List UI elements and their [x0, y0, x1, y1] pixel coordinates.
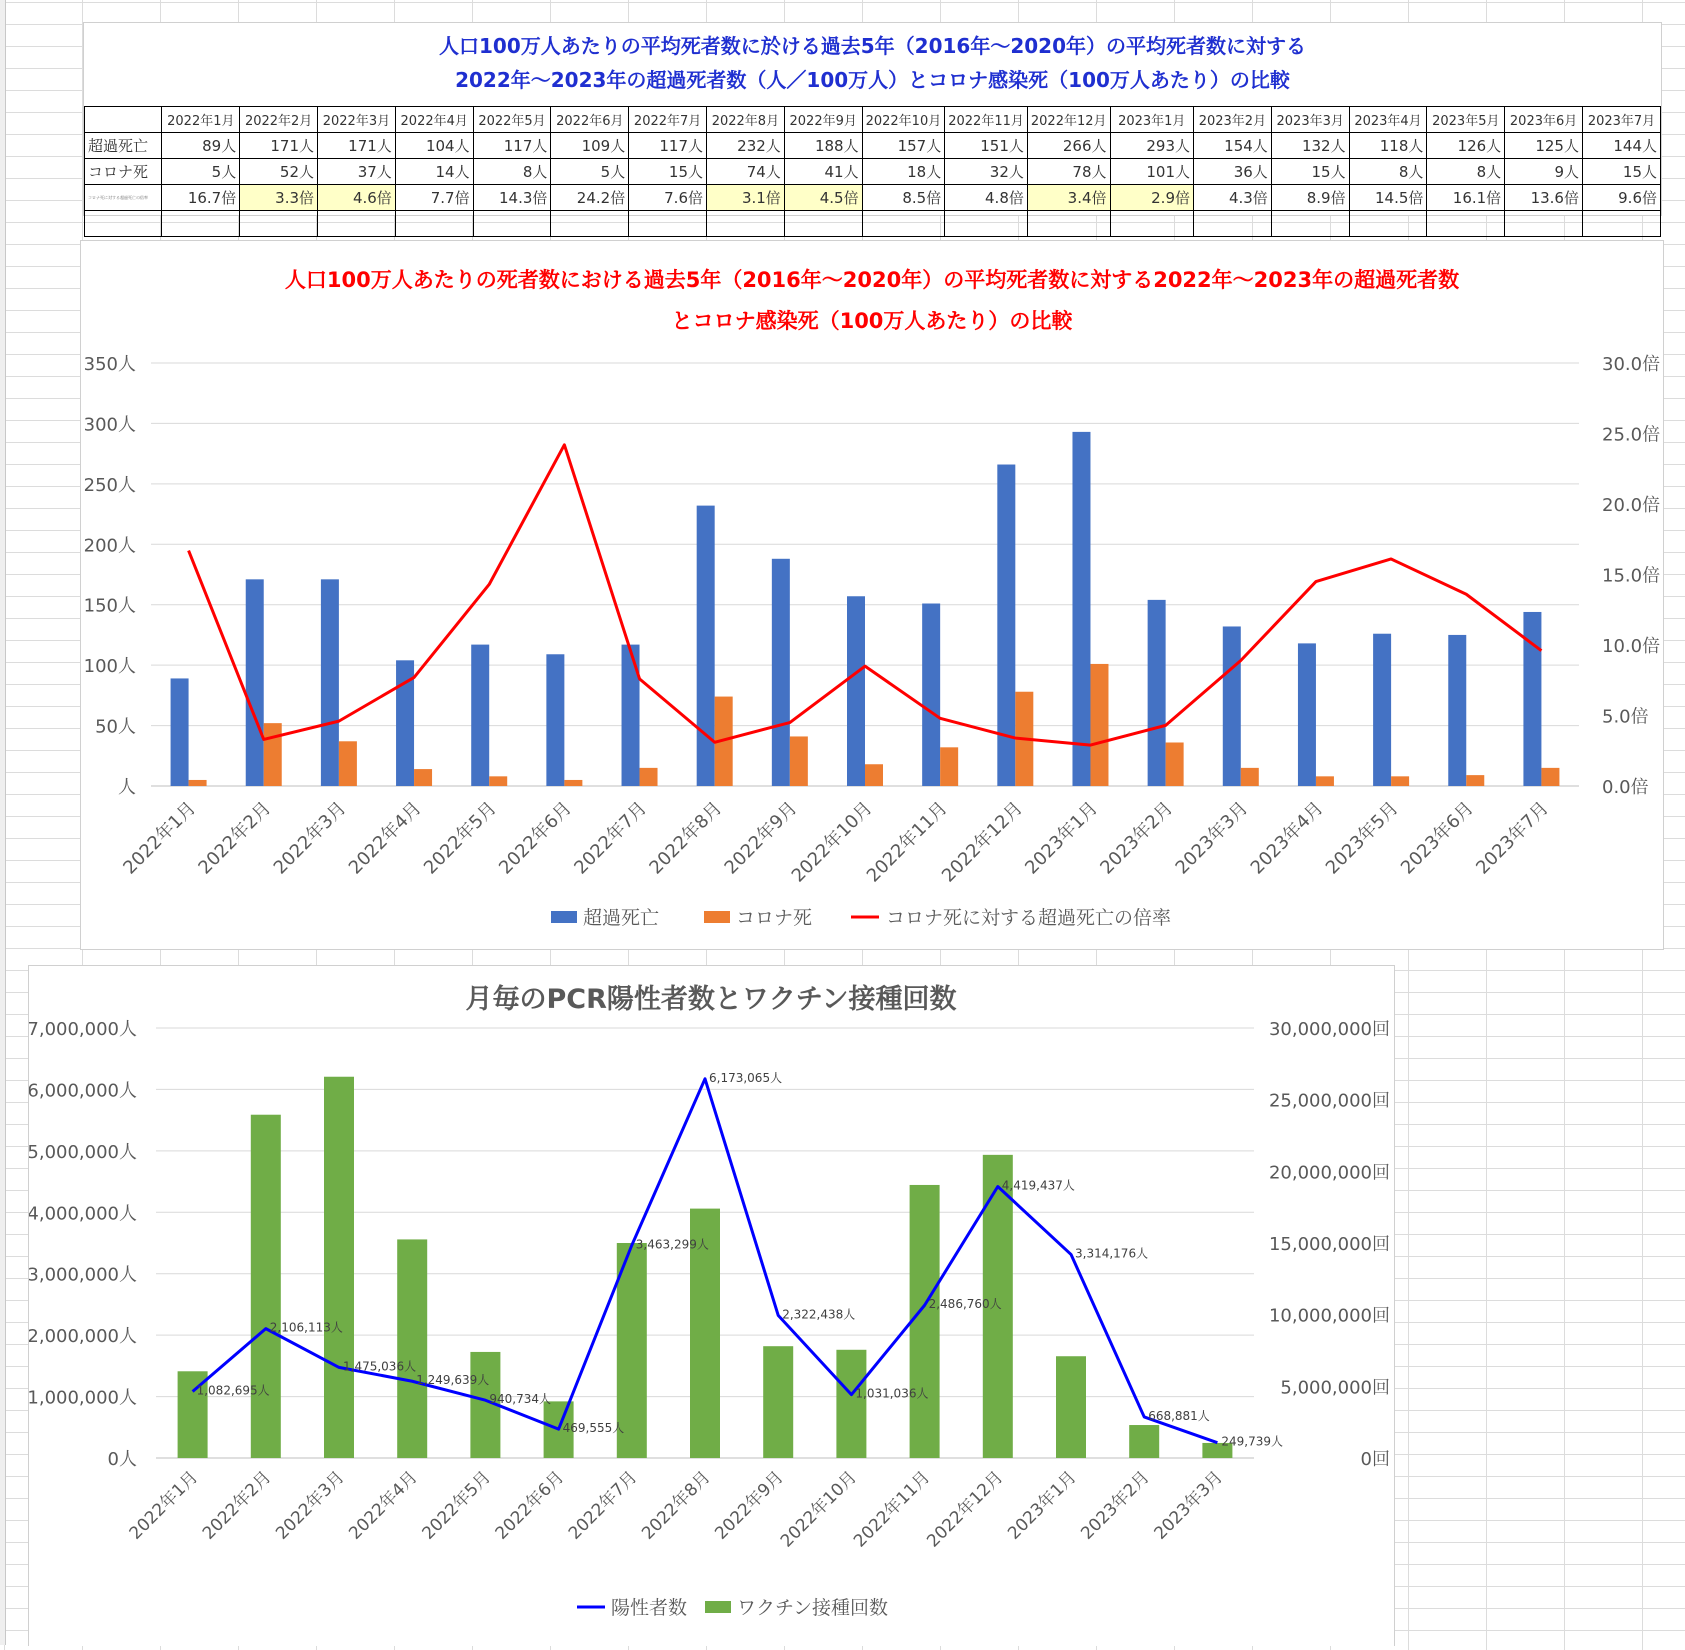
- x-tick-label: 2022年8月: [645, 797, 727, 879]
- table-empty-cell: [1110, 211, 1193, 237]
- table-cell: 8人: [473, 159, 551, 185]
- y-left-tick-label: 350人: [83, 354, 136, 375]
- x-tick-label: 2022年1月: [125, 1467, 203, 1544]
- vaccination-bar: [251, 1115, 281, 1458]
- x-tick-label: 2022年1月: [119, 797, 201, 879]
- table-cell: 154人: [1194, 133, 1272, 159]
- table-cell: 157人: [862, 133, 945, 159]
- table-cell: 24.2倍: [551, 185, 629, 211]
- bar-covid-death: [339, 741, 357, 786]
- table-cell: 5人: [162, 159, 240, 185]
- table-cell: 4.8倍: [945, 185, 1028, 211]
- table-cell: 15人: [1271, 159, 1349, 185]
- table-cell: 89人: [162, 133, 240, 159]
- table-empty-cell: [473, 211, 551, 237]
- y-left-tick-label: 150人: [83, 595, 136, 617]
- table-cell: 293人: [1110, 133, 1193, 159]
- table-empty-cell: [551, 211, 629, 237]
- bar-excess-death: [772, 559, 790, 786]
- table-cell: 16.1倍: [1427, 185, 1505, 211]
- y-right-tick-label: 30,000,000回: [1268, 1019, 1390, 1040]
- table-month-header: 2022年4月: [395, 107, 473, 133]
- table-cell: 14.3倍: [473, 185, 551, 211]
- table-cell: 151人: [945, 133, 1028, 159]
- x-tick-label: 2022年3月: [272, 1467, 349, 1544]
- vaccination-bar: [1129, 1425, 1159, 1458]
- y-left-tick-label: 250人: [83, 474, 136, 496]
- excess-death-chart: [81, 241, 1663, 949]
- bar-covid-death: [1391, 776, 1409, 786]
- table-cell: 2.9倍: [1110, 185, 1193, 211]
- y-right-tick-label: 20.0倍: [1602, 495, 1661, 516]
- table-empty-cell: [707, 211, 785, 237]
- table-cell: 188人: [784, 133, 862, 159]
- table-empty-cell: [395, 211, 473, 237]
- y-right-tick-label: 15.0倍: [1602, 565, 1661, 587]
- y-left-tick-label: 1,000,000人: [29, 1387, 137, 1409]
- x-tick-label: 2023年5月: [1321, 797, 1403, 879]
- table-cell: 9人: [1505, 159, 1583, 185]
- x-tick-label: 2022年2月: [194, 797, 276, 879]
- table-cell: 7.7倍: [395, 185, 473, 211]
- table-cell: 13.6倍: [1505, 185, 1583, 211]
- bar-excess-death: [171, 678, 189, 786]
- table-empty-row: [85, 211, 1661, 237]
- y-right-tick-label: 15,000,000回: [1268, 1234, 1390, 1255]
- table-cell: 8.9倍: [1271, 185, 1349, 211]
- x-tick-label: 2022年2月: [198, 1467, 276, 1544]
- table-empty-cell: [945, 211, 1028, 237]
- table-empty-cell: [85, 211, 162, 237]
- table-corner-cell: [85, 107, 162, 133]
- bar-covid-death: [640, 768, 658, 786]
- vaccination-bar: [763, 1346, 793, 1458]
- bar-covid-death: [865, 764, 883, 786]
- legend-swatch: [551, 911, 577, 923]
- y-right-tick-label: 10.0倍: [1602, 636, 1661, 657]
- x-tick-label: 2022年7月: [564, 1467, 642, 1544]
- bar-excess-death: [847, 596, 865, 786]
- table-cell: 126人: [1427, 133, 1505, 159]
- table-empty-cell: [240, 211, 318, 237]
- x-tick-label: 2022年4月: [344, 797, 426, 879]
- x-tick-label: 2022年10月: [787, 797, 877, 887]
- x-tick-label: 2022年6月: [491, 1467, 569, 1544]
- x-tick-label: 2023年3月: [1171, 797, 1253, 879]
- y-right-tick-label: 30.0倍: [1602, 354, 1661, 375]
- y-left-tick-label: 7,000,000人: [29, 1019, 137, 1040]
- table-cell: 4.3倍: [1194, 185, 1272, 211]
- table-cell: 15人: [629, 159, 707, 185]
- y-left-tick-label: 5,000,000人: [29, 1141, 137, 1163]
- y-right-tick-label: 0.0倍: [1602, 777, 1649, 798]
- y-left-tick-label: 6,000,000人: [29, 1080, 137, 1102]
- bar-excess-death: [546, 654, 564, 786]
- table-month-header: 2022年6月: [551, 107, 629, 133]
- x-tick-label: 2022年5月: [418, 1467, 495, 1544]
- table-cell: 4.5倍: [784, 185, 862, 211]
- data-label: 1,249,639人: [416, 1373, 490, 1388]
- bar-excess-death: [697, 506, 715, 786]
- bar-excess-death: [922, 604, 940, 786]
- comparison-table-panel: [83, 22, 1662, 216]
- table-empty-cell: [1027, 211, 1110, 237]
- table-month-header: 2023年3月: [1271, 107, 1349, 133]
- x-tick-label: 2022年8月: [638, 1467, 715, 1544]
- legend-label: コロナ死に対する超過死亡の倍率: [886, 907, 1172, 929]
- table-cell: 7.6倍: [629, 185, 707, 211]
- table-empty-cell: [1194, 211, 1272, 237]
- data-label: 2,322,438人: [782, 1307, 856, 1322]
- table-title-line-1: 人口100万人あたりの平均死者数に於ける過去5年（2016年～2020年）の平均死者数に対する: [439, 34, 1306, 58]
- legend-label: コロナ死: [736, 907, 813, 929]
- y-left-tick-label: 300人: [83, 414, 136, 436]
- table-cell: 171人: [240, 133, 318, 159]
- y-left-tick-label: 100人: [83, 656, 136, 678]
- x-tick-label: 2023年2月: [1096, 797, 1178, 879]
- chart-title: 月毎のPCR陽性者数とワクチン接種回数: [465, 984, 957, 1015]
- x-tick-label: 2023年2月: [1077, 1467, 1154, 1544]
- table-cell: 144人: [1582, 133, 1660, 159]
- vaccination-bar: [324, 1077, 354, 1458]
- bar-excess-death: [1298, 643, 1316, 786]
- data-label: 940,734人: [489, 1392, 552, 1407]
- excess-death-chart-panel: [80, 240, 1664, 950]
- table-title-line-2: 2022年～2023年の超過死者数（人／100万人）とコロナ感染死（100万人あたり）の比較: [455, 68, 1290, 92]
- y-right-tick-label: 25.0倍: [1602, 424, 1661, 446]
- table-header-row: [85, 107, 1661, 133]
- table-month-header: 2022年10月: [862, 107, 945, 133]
- bar-covid-death: [189, 780, 207, 786]
- table-cell: 15人: [1582, 159, 1660, 185]
- data-label: 3,314,176人: [1075, 1246, 1149, 1261]
- table-cell: 14人: [395, 159, 473, 185]
- spreadsheet-row-header: [0, 0, 6, 1645]
- table-cell: 132人: [1271, 133, 1349, 159]
- data-label: 2,486,760人: [928, 1297, 1002, 1312]
- table-month-header: 2022年8月: [707, 107, 785, 133]
- y-right-tick-label: 5,000,000回: [1280, 1377, 1390, 1399]
- table-empty-cell: [1505, 211, 1583, 237]
- vaccination-bar: [397, 1239, 427, 1458]
- x-tick-label: 2022年7月: [570, 797, 652, 879]
- legend-label: 陽性者数: [611, 1597, 688, 1619]
- x-tick-label: 2022年9月: [711, 1467, 788, 1544]
- table-cell: 8.5倍: [862, 185, 945, 211]
- x-tick-label: 2022年3月: [269, 797, 351, 879]
- chart-title-line-1: 人口100万人あたりの死者数における過去5年（2016年～2020年）の平均死者数に対する2022年～2023年の超過死者数: [284, 268, 1460, 292]
- table-cell: 117人: [473, 133, 551, 159]
- table-empty-cell: [1427, 211, 1505, 237]
- bar-covid-death: [1090, 664, 1108, 786]
- table-month-header: 2022年7月: [629, 107, 707, 133]
- bar-excess-death: [1448, 635, 1466, 786]
- chart-title-line-2: とコロナ感染死（100万人あたり）の比較: [671, 309, 1073, 333]
- legend-swatch: [705, 1601, 731, 1613]
- bar-covid-death: [1541, 768, 1559, 786]
- table-cell: 3.1倍: [707, 185, 785, 211]
- legend-label: 超過死亡: [583, 907, 660, 929]
- y-left-tick-label: 人: [118, 777, 136, 798]
- vaccination-bar: [836, 1350, 866, 1458]
- legend-swatch: [704, 911, 730, 923]
- data-label: 469,555人: [562, 1421, 625, 1436]
- table-cell: 37人: [318, 159, 396, 185]
- y-left-tick-label: 50人: [95, 716, 136, 738]
- bar-covid-death: [489, 776, 507, 786]
- table-month-header: 2022年3月: [318, 107, 396, 133]
- bar-covid-death: [790, 736, 808, 786]
- legend-label: ワクチン接種回数: [737, 1597, 889, 1619]
- table-cell: 9.6倍: [1582, 185, 1660, 211]
- table-cell: 78人: [1027, 159, 1110, 185]
- table-row-label: コロナ死に対する超過死亡の倍率: [85, 185, 162, 211]
- table-month-header: 2023年4月: [1349, 107, 1427, 133]
- table-cell: 41人: [784, 159, 862, 185]
- bar-excess-death: [321, 579, 339, 786]
- table-cell: 125人: [1505, 133, 1583, 159]
- y-right-tick-label: 10,000,000回: [1268, 1305, 1390, 1327]
- table-row: [85, 133, 1661, 159]
- pcr-vaccine-chart: [29, 966, 1394, 1646]
- table-cell: 117人: [629, 133, 707, 159]
- pcr-vaccine-chart-panel: [28, 965, 1395, 1646]
- bar-excess-death: [1373, 634, 1391, 786]
- data-label: 6,173,065人: [709, 1070, 783, 1085]
- data-label: 3,463,299人: [635, 1237, 709, 1252]
- y-right-tick-label: 25,000,000回: [1268, 1090, 1390, 1112]
- bar-covid-death: [414, 769, 432, 786]
- table-cell: 14.5倍: [1349, 185, 1427, 211]
- x-tick-label: 2022年5月: [419, 797, 501, 879]
- vaccination-bar: [910, 1185, 940, 1458]
- table-empty-cell: [162, 211, 240, 237]
- x-tick-label: 2022年10月: [776, 1467, 861, 1552]
- x-tick-label: 2023年1月: [1004, 1467, 1081, 1544]
- vaccination-bar: [1056, 1356, 1086, 1458]
- table-title: [84, 29, 1661, 97]
- x-tick-label: 2023年7月: [1472, 797, 1553, 879]
- table-cell: 32人: [945, 159, 1028, 185]
- x-tick-label: 2022年6月: [495, 797, 576, 879]
- x-tick-label: 2022年11月: [850, 1467, 935, 1552]
- bar-covid-death: [1316, 776, 1334, 786]
- bar-covid-death: [564, 780, 582, 786]
- table-row: [85, 159, 1661, 185]
- table-month-header: 2022年12月: [1027, 107, 1110, 133]
- table-empty-cell: [862, 211, 945, 237]
- table-month-header: 2023年6月: [1505, 107, 1583, 133]
- table-empty-cell: [1582, 211, 1660, 237]
- table-month-header: 2023年7月: [1582, 107, 1660, 133]
- x-tick-label: 2022年4月: [345, 1467, 422, 1544]
- table-empty-cell: [629, 211, 707, 237]
- table-month-header: 2022年1月: [162, 107, 240, 133]
- data-label: 1,031,036人: [855, 1386, 929, 1401]
- bar-excess-death: [246, 579, 264, 786]
- y-left-tick-label: 0人: [107, 1449, 137, 1470]
- bar-excess-death: [1072, 432, 1090, 786]
- table-row-label: コロナ死: [85, 159, 162, 185]
- table-cell: 232人: [707, 133, 785, 159]
- table-cell: 101人: [1110, 159, 1193, 185]
- bar-covid-death: [1166, 742, 1184, 786]
- table-row-label: 超過死亡: [85, 133, 162, 159]
- y-left-tick-label: 3,000,000人: [29, 1264, 137, 1286]
- x-tick-label: 2022年12月: [937, 797, 1027, 887]
- y-left-tick-label: 2,000,000人: [29, 1326, 137, 1348]
- table-cell: 16.7倍: [162, 185, 240, 211]
- bar-covid-death: [940, 747, 958, 786]
- data-label: 2,106,113人: [269, 1320, 343, 1335]
- bar-covid-death: [1241, 768, 1259, 786]
- bar-covid-death: [1466, 775, 1484, 786]
- data-label: 1,475,036人: [343, 1359, 417, 1374]
- table-cell: 3.3倍: [240, 185, 318, 211]
- y-right-tick-label: 0回: [1360, 1449, 1390, 1470]
- x-tick-label: 2022年12月: [923, 1467, 1008, 1552]
- bar-excess-death: [471, 645, 489, 786]
- table-month-header: 2023年5月: [1427, 107, 1505, 133]
- table-cell: 266人: [1027, 133, 1110, 159]
- x-tick-label: 2023年4月: [1246, 797, 1328, 879]
- table-month-header: 2022年5月: [473, 107, 551, 133]
- table-empty-cell: [1271, 211, 1349, 237]
- table-row: [85, 185, 1661, 211]
- table-cell: 104人: [395, 133, 473, 159]
- table-month-header: 2023年1月: [1110, 107, 1193, 133]
- x-tick-label: 2023年3月: [1150, 1467, 1227, 1544]
- comparison-table: [84, 106, 1661, 237]
- y-right-tick-label: 20,000,000回: [1268, 1162, 1390, 1184]
- bar-covid-death: [264, 723, 282, 786]
- table-cell: 74人: [707, 159, 785, 185]
- bar-excess-death: [1148, 600, 1166, 786]
- table-cell: 5人: [551, 159, 629, 185]
- x-tick-label: 2023年6月: [1397, 797, 1478, 879]
- data-label: 1,082,695人: [196, 1383, 270, 1398]
- data-label: 4,419,437人: [1001, 1178, 1075, 1193]
- table-month-header: 2022年11月: [945, 107, 1028, 133]
- table-month-header: 2022年9月: [784, 107, 862, 133]
- table-month-header: 2022年2月: [240, 107, 318, 133]
- x-tick-label: 2022年11月: [862, 797, 952, 887]
- table-empty-cell: [318, 211, 396, 237]
- x-tick-label: 2022年9月: [720, 797, 802, 879]
- y-left-tick-label: 4,000,000人: [29, 1203, 137, 1225]
- table-cell: 8人: [1349, 159, 1427, 185]
- table-cell: 109人: [551, 133, 629, 159]
- x-tick-label: 2023年1月: [1021, 797, 1103, 879]
- table-cell: 36人: [1194, 159, 1272, 185]
- y-right-tick-label: 5.0倍: [1602, 706, 1649, 728]
- table-cell: 8人: [1427, 159, 1505, 185]
- data-label: 668,881人: [1148, 1408, 1210, 1423]
- table-empty-cell: [784, 211, 862, 237]
- table-cell: 52人: [240, 159, 318, 185]
- table-cell: 4.6倍: [318, 185, 396, 211]
- table-cell: 118人: [1349, 133, 1427, 159]
- table-cell: 3.4倍: [1027, 185, 1110, 211]
- bar-excess-death: [1223, 626, 1241, 786]
- table-cell: 18人: [862, 159, 945, 185]
- table-cell: 171人: [318, 133, 396, 159]
- y-left-tick-label: 200人: [83, 535, 136, 557]
- table-empty-cell: [1349, 211, 1427, 237]
- data-label: 249,739人: [1221, 1434, 1284, 1449]
- table-month-header: 2023年2月: [1194, 107, 1272, 133]
